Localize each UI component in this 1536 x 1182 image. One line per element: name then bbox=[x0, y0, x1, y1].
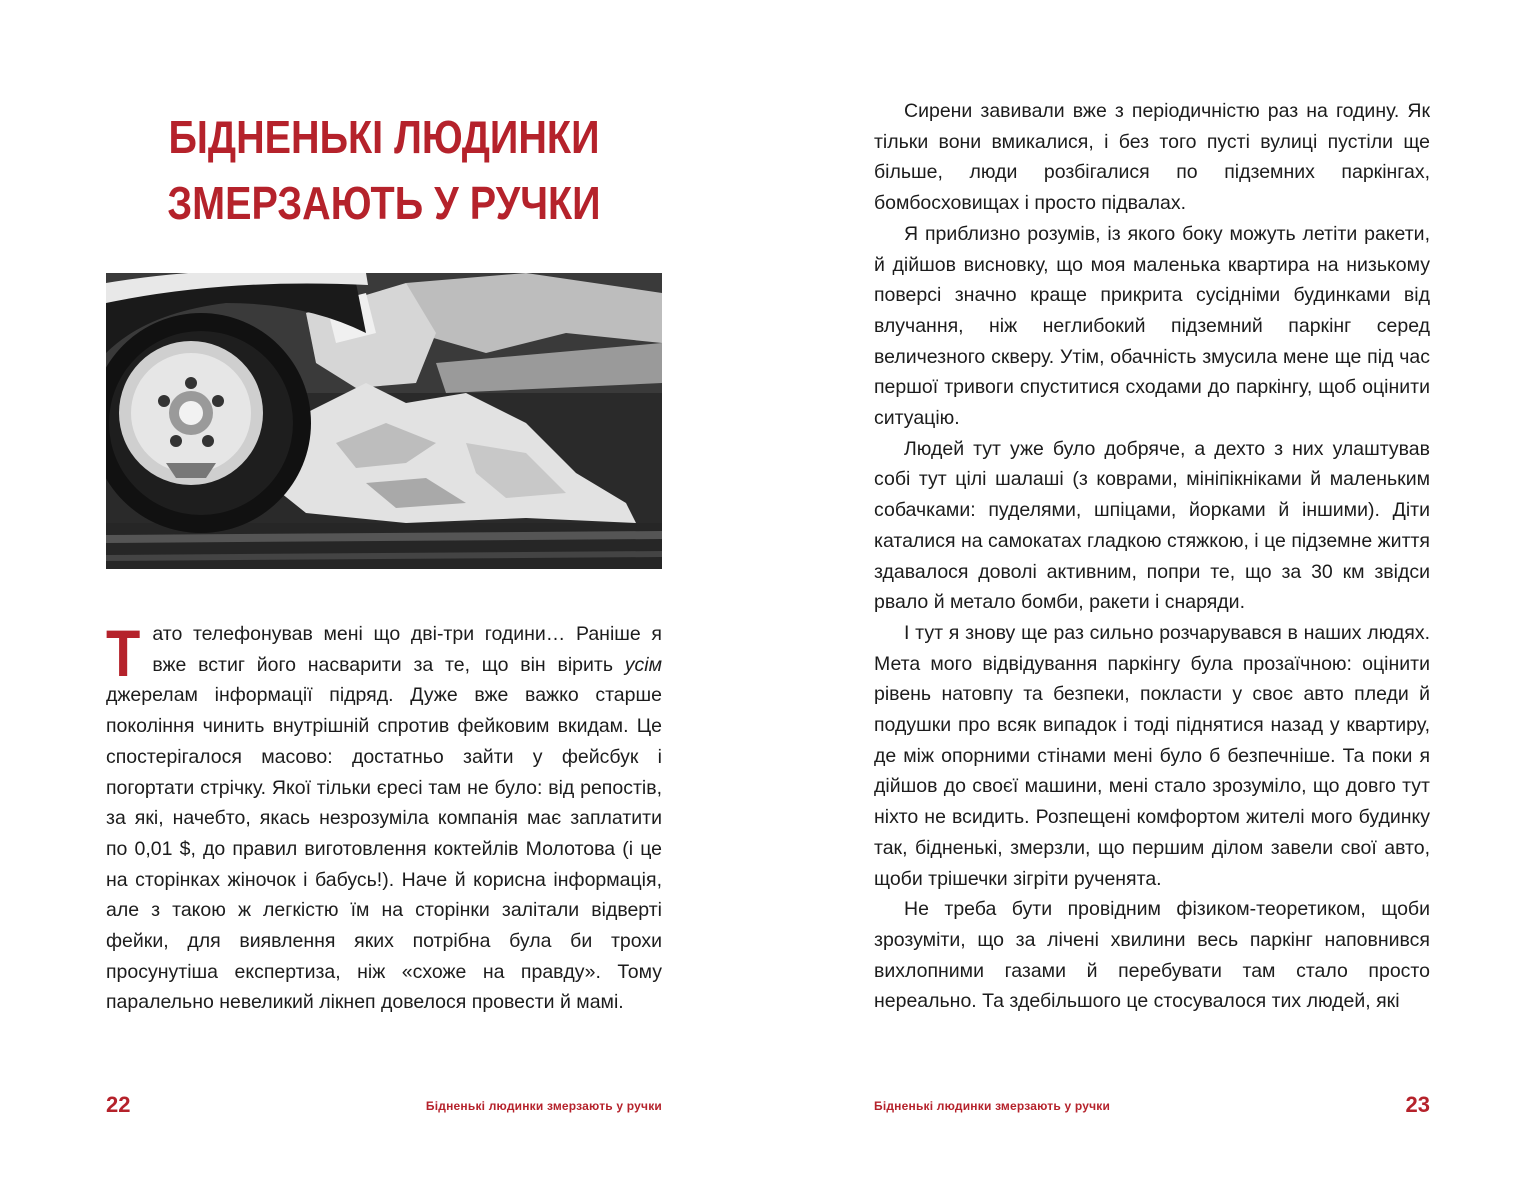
car-wheel-illustration bbox=[106, 273, 662, 569]
right-paragraph-2: Я приблизно розумів, із якого боку можуть летіти ракети, й дійшов висновку, що моя маленька квартира на низькому поверсі значно краще прикрита сусідніми будинками від влучання, ніж неглибокий підземний паркінг серед величезного скверу. Утім, обачність змусила мене ще під час першої тривоги спуститися сходами до паркінгу, щоб оцінити ситуацію. bbox=[874, 222, 1430, 430]
left-paragraph bbox=[106, 616, 662, 1018]
page-number-left: 22 bbox=[106, 1092, 131, 1117]
page-number-right: 23 bbox=[1405, 1092, 1430, 1117]
left-text-part-1: ато телефонував мені що дві-три години… Раніше я вже встиг його насварити за те, що він вірить bbox=[152, 623, 662, 676]
left-text-part-2: джерелам інформації підряд. Дуже вже важко старше покоління чинить внутрішній спротив фейковим вкидам. Це спостерігалося масово: достатньо зайти у фейсбук і погортати стрічку. Якої тільки єресі там не було: від репостів, за які, начебто, якась незрозуміла компанія має заплатити по 0,01 $, до правил виготовлення коктейлів Молотова (і це на сторінках жіночок і бабусь!). Наче й корисна інформація, але з такою ж легкістю їм на сторінки залітали відверті фейки, для виявлення яких потрібна була би трохи просунутіша експертиза, ніж «схоже на правду». Тому паралельно невеликий лікнеп довелося провести й мамі. bbox=[106, 684, 662, 1014]
running-head-left: Бідненькі людинки змерзають у ручки bbox=[425, 1099, 662, 1113]
chapter-title bbox=[145, 104, 623, 236]
right-body-text bbox=[874, 96, 1430, 1017]
emphasis-word: усім bbox=[624, 653, 662, 676]
chapter-title-line-2: ЗМЕРЗАЮТЬ У РУЧКИ bbox=[167, 177, 601, 229]
right-paragraph-1: Сирени завивали вже з періодичністю раз на годину. Як тільки вони вмикалися, і без того пусті вулиці пустіли ще більше, люди розбігалися по підземних паркінгах, бомбосховищах і просто підвалах. bbox=[874, 100, 1430, 215]
running-head-right: Бідненькі людинки змерзають у ручки bbox=[874, 1099, 1111, 1113]
dropcap-letter: Т bbox=[106, 616, 141, 690]
left-body-text bbox=[106, 616, 662, 1018]
right-paragraph-4: І тут я знову ще раз сильно розчарувався в наших людях. Мета мого відвідування паркінгу була прозаїчною: оцінити рівень натовпу та безпеки, покласти у своє авто пледи й подушки про всяк випадок і тоді піднятися назад у квартиру, де між опорними стінами мені було б безпечніше. Та поки я дійшов до своєї машини, мені стало зрозуміло, що довго тут ніхто не всидить. Розпещені комфортом жителі мого будинку так, бідненькі, змерзли, що першим ділом завели свої авто, щоби трішечки зігріти рученята. bbox=[874, 621, 1430, 890]
right-page bbox=[768, 0, 1536, 1182]
right-paragraph-5: Не треба бути провідним фізиком-теоретиком, щоби зрозуміти, що за лічені хвилини весь паркінг наповнився вихлопними газами й перебувати там стало просто нереально. Та здебільшого це стосувалося тих людей, які bbox=[874, 898, 1430, 1013]
chapter-photo bbox=[106, 273, 662, 569]
right-paragraph-3: Людей тут уже було добряче, а дехто з них улаштував собі тут цілі шалаші (з коврами, мініпікніками й маленьким собачками: пуделями, шпіцами, йорками й іншими). Діти каталися на самокатах гладкою стяжкою, і це підземне життя здавалося доволі активним, попри те, що за 30 км звідси рвало й метало бомби, ракети і снаряди. bbox=[874, 437, 1430, 614]
chapter-title-line-1: БІДНЕНЬКІ ЛЮДИНКИ bbox=[168, 111, 600, 163]
